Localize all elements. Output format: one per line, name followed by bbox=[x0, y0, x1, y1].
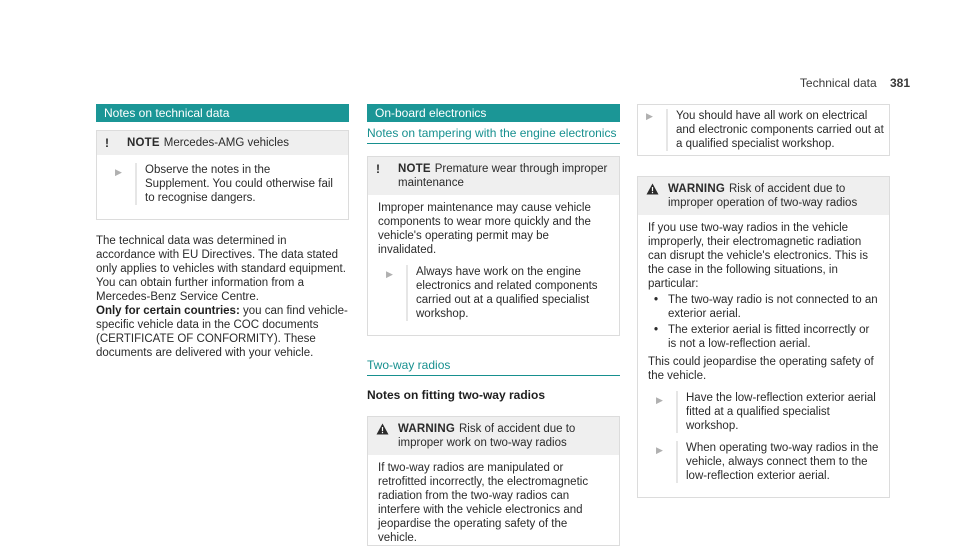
countries-label: Only for certain countries: bbox=[96, 305, 240, 317]
step-item bbox=[648, 441, 879, 483]
step-box-electrical-work bbox=[637, 104, 890, 156]
warning-keyword: WARNING bbox=[398, 423, 455, 435]
column-left bbox=[96, 104, 349, 360]
step-text: Have the low-reflection exterior aerial fitted at a qualified specialist workshop. bbox=[676, 391, 879, 433]
arrow-right-icon: ▶ bbox=[646, 111, 653, 121]
warning-box-improper-operation bbox=[637, 176, 890, 498]
arrow-right-icon: ▶ bbox=[656, 395, 663, 405]
countries-text: you can find vehicle-specific vehicle data in the COC documents (CERTIFICATE OF CONFORMITY). These documents are delivered with your vehicle. bbox=[96, 305, 348, 359]
note-body bbox=[368, 195, 619, 335]
warning-keyword: WARNING bbox=[668, 183, 725, 195]
section-heading-two-way-radios: Two-way radios bbox=[367, 358, 620, 376]
arrow-right-icon: ▶ bbox=[386, 269, 393, 279]
step-text: Always have work on the engine electronics and related components carried out at a qualified specialist workshop. bbox=[406, 265, 609, 321]
warning-intro: If you use two-way radios in the vehicle improperly, their electromagnetic radiation can disrupt the vehicle's electronics. This is the case in the following situations, in particular: bbox=[648, 222, 868, 290]
warning-header bbox=[638, 177, 889, 215]
note-body bbox=[97, 155, 348, 219]
note-header bbox=[368, 157, 619, 195]
step-text: Observe the notes in the Supplement. You could otherwise fail to recognise dangers. bbox=[135, 163, 338, 205]
warning-outro: This could jeopardise the operating safety of the vehicle. bbox=[648, 356, 874, 382]
step-item bbox=[648, 391, 879, 433]
paragraph-countries bbox=[96, 304, 349, 360]
exclamation-icon: ! bbox=[105, 136, 109, 150]
note-keyword: NOTE bbox=[398, 163, 431, 175]
section-title: Technical data bbox=[799, 76, 877, 90]
note-body-text: Improper maintenance may cause vehicle components to wear more quickly and the vehicle's operating permit may be invalidated. bbox=[378, 202, 591, 256]
column-right bbox=[637, 104, 890, 498]
warning-title: Risk of accident due to improper operation of two-way radios bbox=[668, 183, 858, 209]
warning-body bbox=[368, 455, 619, 553]
section-band-onboard-electronics: On-board electronics bbox=[367, 104, 620, 122]
note-title: Mercedes-AMG vehicles bbox=[163, 137, 290, 149]
note-title: Premature wear through improper maintenance bbox=[398, 163, 608, 189]
page-header bbox=[800, 76, 910, 90]
note-keyword: NOTE bbox=[127, 137, 160, 149]
column-middle bbox=[367, 104, 620, 546]
warning-header bbox=[368, 417, 619, 455]
list-item: • The exterior aerial is fitted incorrectly or is not a low-reflection aerial. bbox=[654, 324, 870, 350]
warning-bullets bbox=[648, 293, 879, 351]
arrow-right-icon: ▶ bbox=[115, 167, 122, 177]
arrow-right-icon: ▶ bbox=[656, 445, 663, 455]
note-box-maintenance bbox=[367, 156, 620, 336]
step-item bbox=[107, 163, 338, 205]
note-box-amg bbox=[96, 130, 349, 220]
warning-triangle-icon bbox=[646, 182, 668, 210]
page-number: 381 bbox=[889, 76, 910, 90]
warning-title: Risk of accident due to improper work on two-way radios bbox=[398, 423, 576, 449]
warning-triangle-icon bbox=[376, 422, 398, 450]
warning-body-text: If two-way radios are manipulated or retrofitted incorrectly, the electromagnetic radiation from the two-way radios can interfere with the vehicle electronics and jeopardise the operating safety of the vehicle. bbox=[378, 462, 589, 544]
step-item bbox=[378, 265, 609, 321]
step-text: When operating two-way radios in the vehicle, always connect them to the low-reflection exterior aerial. bbox=[676, 441, 879, 483]
note-header bbox=[97, 131, 348, 155]
warning-box-improper-work bbox=[367, 416, 620, 546]
exclamation-icon: ! bbox=[376, 162, 380, 176]
step-item bbox=[638, 109, 889, 151]
sub-heading-fitting: Notes on fitting two-way radios bbox=[367, 388, 546, 402]
list-item: • The two-way radio is not connected to an exterior aerial. bbox=[654, 294, 878, 320]
sub-heading-tampering: Notes on tampering with the engine electronics bbox=[367, 126, 620, 144]
step-text: You should have all work on electrical and electronic components carried out at a qualified specialist workshop. bbox=[666, 109, 889, 151]
paragraph-technical-data: The technical data was determined in accordance with EU Directives. The data stated only applies to vehicles with standard equipment. You can obtain further information from a Mercedes-Benz Service Centre. bbox=[96, 235, 346, 303]
warning-body bbox=[638, 215, 889, 497]
section-band-technical-data: Notes on technical data bbox=[96, 104, 349, 122]
